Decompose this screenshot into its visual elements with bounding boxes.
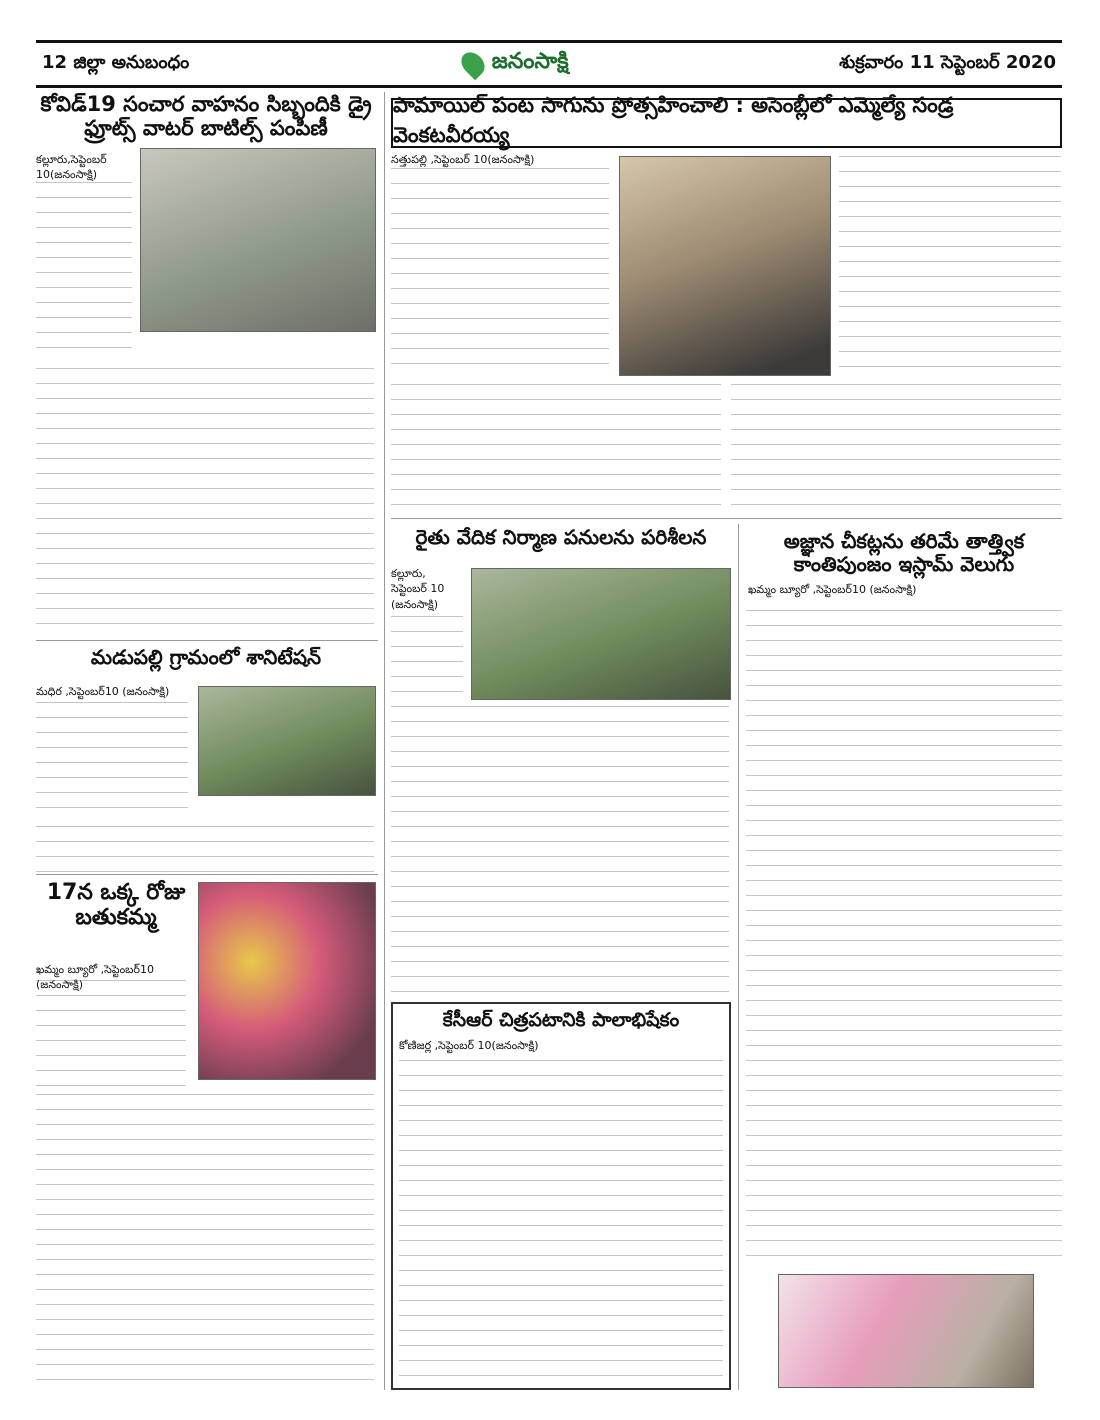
- dateline-covid: కల్లూరు,సెప్టెంబర్ 10(జనంసాక్షి): [36, 153, 107, 182]
- masthead: [460, 49, 569, 79]
- headline-sanitation: మడుపల్లి గ్రామంలో శానిటేషన్: [90, 645, 322, 669]
- body-text-bathukamma-side: [36, 980, 186, 1090]
- headline-rythu-vedika: రైతు వేదిక నిర్మాణ పనులను పరిశీలన: [415, 525, 707, 549]
- column-rule: [738, 524, 739, 1390]
- body-text-bathukamma: [36, 1094, 374, 1386]
- headline-bathukamma: 17న ఒక్క రోజు బతుకమ్మ: [46, 880, 186, 931]
- article-bathukamma: [36, 880, 376, 1390]
- body-text-palm-oil-col2b: [731, 384, 1061, 510]
- dateline-kcr: కోణిజర్ల ,సెప్టెంబర్ 10(జనంసాక్షి): [399, 1038, 539, 1052]
- newspaper-page: [36, 40, 1062, 1390]
- column-rule: [384, 92, 385, 1390]
- dateline-rythu-vedika: కల్లూరు, సెప్టెంబర్ 10 (జనంసాక్షి): [391, 567, 445, 611]
- divider: [391, 518, 1062, 519]
- body-text-palm-oil-col1: [391, 168, 609, 378]
- body-text-sanitation: [36, 826, 374, 872]
- photo-sanitation: [198, 686, 376, 796]
- body-text-sanitation-side: [36, 702, 188, 822]
- article-palm-oil: [391, 152, 1062, 512]
- leaf-logo-icon: [457, 48, 490, 81]
- photo-bathukamma: [198, 882, 376, 1080]
- photo-covid-vehicle: [140, 148, 376, 332]
- photo-book-cover: [778, 1274, 1034, 1388]
- article-kcr: [391, 1002, 731, 1390]
- article-sanitation: [36, 646, 376, 870]
- body-text-covid: [36, 368, 374, 638]
- photo-mla-assembly: [619, 156, 831, 376]
- page-section-label: 12 జిల్లా అనుబంధం: [42, 51, 190, 73]
- banner-palm-oil: పామాయిల్ పంట సాగును ప్రోత్సహించాలి : అసెంబ్లీలో ఎమ్మెల్యే సండ్ర వెంకటవీరయ్య: [391, 98, 1062, 148]
- divider: [36, 874, 378, 875]
- article-covid: [36, 92, 376, 637]
- page-header: [36, 40, 1062, 88]
- divider: [36, 640, 378, 641]
- body-text-palm-oil-col3: [839, 156, 1061, 378]
- dateline-islam: ఖమ్మం బ్యూరో ,సెప్టెంబర్10 (జనంసాక్షి): [748, 583, 917, 596]
- body-text-covid-side: [36, 182, 132, 358]
- headline-kcr: కేసీఆర్ చిత్రపటానికి పాలాభిషేకం: [442, 1009, 680, 1031]
- dateline-palm-oil: సత్తుపల్లి ,సెప్టెంబర్ 10(జనంసాక్షి): [391, 153, 535, 166]
- article-islam: [746, 530, 1062, 1390]
- masthead-title: జనంసాక్షి: [491, 49, 569, 74]
- body-text-palm-oil-col1b: [391, 384, 721, 510]
- body-text-rythu-vedika-side: [391, 616, 463, 700]
- headline-islam: అజ్ఞాన చీకట్లను తరిమే తాత్త్విక కాంతిపుంజం ఇస్లామ్ వెలుగు: [783, 529, 1025, 576]
- article-rythu-vedika: [391, 526, 731, 996]
- body-text-kcr: [399, 1060, 723, 1384]
- body-text-rythu-vedika: [391, 706, 729, 994]
- photo-rythu-vedika: [471, 568, 731, 700]
- body-text-islam: [746, 610, 1062, 1258]
- dateline-bathukamma: ఖమ్మం బ్యూరో ,సెప్టెంబర్10 (జనంసాక్షి): [36, 963, 154, 992]
- issue-date: శుక్రవారం 11 సెప్టెంబర్ 2020: [839, 51, 1056, 73]
- headline-covid: కోవిడ్19 సంచార వాహనం సిబ్బందికి డ్రై ఫ్రూట్స్ వాటర్ బాటిల్స్ పంపిణీ: [40, 92, 372, 141]
- dateline-sanitation: మధిర ,సెప్టెంబర్10 (జనంసాక్షి): [36, 685, 170, 698]
